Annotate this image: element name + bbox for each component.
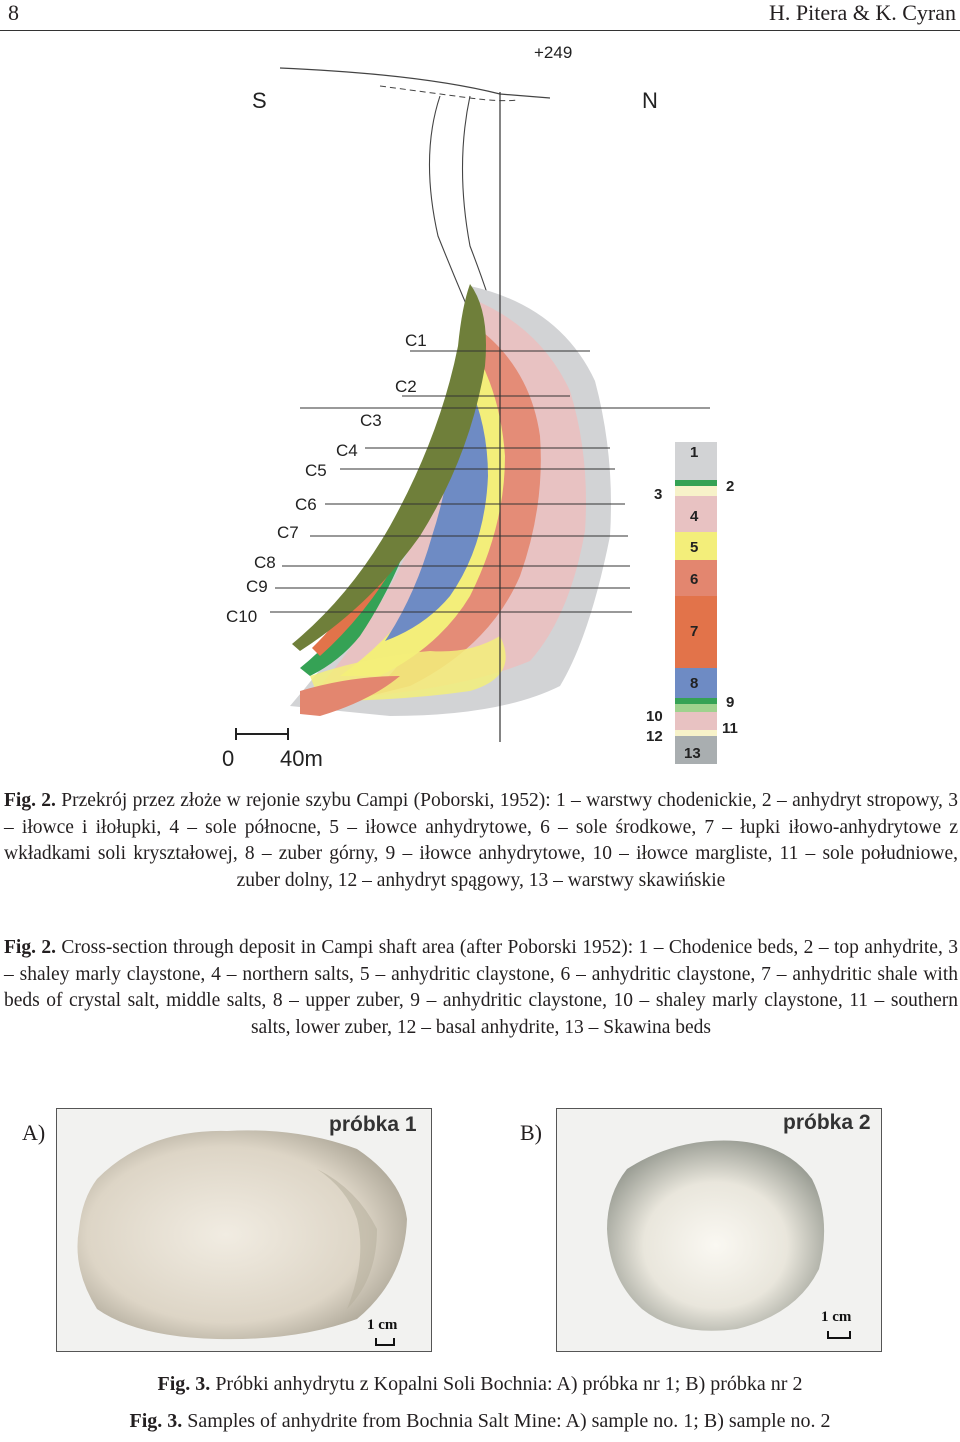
sample-photo-a bbox=[56, 1108, 432, 1352]
legend-seg-3 bbox=[675, 486, 717, 496]
figure3-caption-polish-text: Próbki anhydrytu z Kopalni Soli Bochnia: A) próbka nr 1; B) próbka nr 2 bbox=[215, 1373, 803, 1395]
figure3-caption-english-text: Samples of anhydrite from Bochnia Salt Mine: A) sample no. 1; B) sample no. 2 bbox=[187, 1410, 831, 1432]
page-number: 8 bbox=[8, 0, 19, 25]
south-label: S bbox=[252, 88, 267, 113]
scale-a-label: 1 cm bbox=[367, 1317, 398, 1333]
figure2-caption-english-label: Fig. 2. bbox=[4, 937, 56, 958]
page-header bbox=[0, 0, 960, 31]
section-label-c3: C3 bbox=[360, 411, 382, 430]
legend-num-3: 3 bbox=[654, 486, 663, 503]
legend-seg-9 bbox=[675, 698, 717, 704]
figure3-caption-polish bbox=[0, 1373, 960, 1396]
section-label-c6: C6 bbox=[295, 495, 317, 514]
legend-column bbox=[646, 442, 738, 764]
legend-seg-2 bbox=[675, 480, 717, 486]
legend-num-6: 6 bbox=[690, 571, 699, 588]
legend-num-4: 4 bbox=[690, 508, 699, 525]
sample-a-rock bbox=[57, 1109, 431, 1351]
figure3-caption-polish-label: Fig. 3. bbox=[157, 1373, 211, 1395]
scale-start-label: 0 bbox=[222, 746, 235, 771]
rock-b-shape bbox=[607, 1141, 824, 1331]
scale-a-bar bbox=[375, 1338, 395, 1346]
scale-b-bar bbox=[827, 1331, 851, 1339]
section-label-c5: C5 bbox=[305, 461, 327, 480]
sample-photo-b bbox=[556, 1108, 882, 1352]
figure2-caption-polish-label: Fig. 2. bbox=[4, 790, 56, 811]
legend-num-12: 12 bbox=[646, 728, 663, 745]
legend-num-5: 5 bbox=[690, 539, 699, 556]
legend-num-13: 13 bbox=[684, 745, 701, 762]
legend-num-11: 11 bbox=[722, 720, 738, 737]
section-label-c1: C1 bbox=[405, 331, 427, 350]
sample-a-title: próbka 1 bbox=[329, 1113, 417, 1136]
elevation-label: +249 bbox=[534, 43, 573, 62]
scale-b-label: 1 cm bbox=[821, 1309, 852, 1325]
section-label-c8: C8 bbox=[254, 553, 276, 572]
figure2-caption-english-text: Cross-section through deposit in Campi shaft area (after Poborski 1952): 1 – Chodenice beds, 2 – top anhydrite, 3 – shaley marly claystone, 4 – northern salts, 5 – anhydritic claystone, 6 – anhydritic claystone, 7 – anhydritic shale with beds of crystal salt, middle salts, 8 – upper zuber, 9 – anhydritic claystone, 10 – shaley marly claystone, 11 – southern salts, lower zuber, 12 – basal anhydrite, 13 – Skawina beds bbox=[4, 937, 958, 1038]
rock-a-shape bbox=[77, 1130, 407, 1339]
section-label-c2: C2 bbox=[395, 377, 417, 396]
photo-a-label: A) bbox=[22, 1120, 46, 1145]
photo-b-label: B) bbox=[520, 1120, 542, 1145]
section-label-c7: C7 bbox=[277, 523, 299, 542]
figure2-caption-polish-text: Przekrój przez złoże w rejonie szybu Campi (Poborski, 1952): 1 – warstwy chodenickie, 2 – anhydryt stropowy, 3 – iłowce i iłołupki, 4 – sole północne, 5 – iłowce anhydrytowe, 6 – sole środkowe, 7 – łupki iłowo-anhydrytowe z wkładkami soli kryształowej, 8 – zuber górny, 9 – iłowce anhydrytowe, 10 – iłowce margliste, 11 – sole południowe, zuber dolny, 12 – anhydryt spągowy, 13 – warstwy skawińskie bbox=[4, 790, 959, 891]
legend-num-1: 1 bbox=[690, 444, 699, 461]
section-label-c4: C4 bbox=[336, 441, 358, 460]
figure2-caption-english bbox=[4, 935, 958, 1041]
sample-b-title: próbka 2 bbox=[783, 1111, 871, 1134]
legend-seg-12 bbox=[675, 730, 717, 736]
legend-num-10: 10 bbox=[646, 708, 663, 725]
cross-section-figure bbox=[170, 36, 780, 776]
legend-seg-11 bbox=[675, 712, 717, 730]
figure3-caption-english bbox=[0, 1410, 960, 1433]
scale-end-label: 40m bbox=[280, 746, 323, 771]
figure2-caption-polish bbox=[4, 788, 958, 894]
legend-num-7: 7 bbox=[690, 623, 699, 640]
section-label-c10: C10 bbox=[226, 607, 258, 626]
surface-line bbox=[280, 68, 550, 98]
legend-num-2: 2 bbox=[726, 478, 735, 495]
running-head: H. Pitera & K. Cyran bbox=[769, 0, 956, 25]
legend-num-9: 9 bbox=[726, 694, 735, 711]
figure3-caption-english-label: Fig. 3. bbox=[129, 1410, 183, 1432]
north-label: N bbox=[642, 88, 658, 113]
section-label-c9: C9 bbox=[246, 577, 268, 596]
legend-seg-10 bbox=[675, 704, 717, 712]
legend-num-8: 8 bbox=[690, 675, 699, 692]
